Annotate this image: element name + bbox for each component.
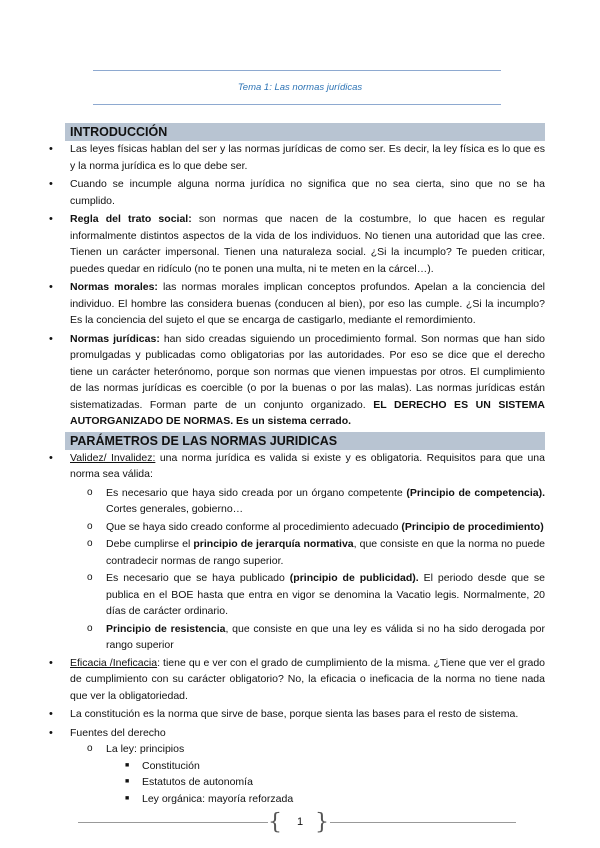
- paragraph-text: las normas morales implican conceptos profundos. Apelan a la conciencia del individuo. El hombre las considera buenas (conducen al bien), por eso las cumple. ¿Si la incumplo? Es la conciencia del sujeto el que se encarga de castigarlo, mediante el remordimiento.: [70, 281, 545, 326]
- bullet-icon: •: [49, 178, 53, 190]
- footer-brace-right: }: [315, 810, 329, 835]
- term-label: Eficacia /Ineficacia: [70, 656, 158, 669]
- bullet-icon: •: [49, 656, 53, 669]
- list-item: [40, 211, 545, 277]
- paragraph-text: La constitución es la norma que sirve de base, porque sienta las bases para el resto de sistema.: [70, 708, 519, 720]
- list-item: [40, 725, 545, 742]
- header-title: Tema 1: Las normas jurídicas: [237, 82, 363, 93]
- circle-bullet-icon: o: [87, 622, 93, 634]
- list-item: [40, 279, 545, 329]
- list-item: [40, 141, 545, 174]
- circle-bullet-icon: o: [87, 486, 93, 498]
- sub-list-item: [40, 485, 545, 518]
- bullet-icon: •: [49, 332, 53, 345]
- paragraph-text: Que se haya sido creado conforme al procedimiento adecuado: [106, 520, 402, 533]
- square-bullet-icon: ■: [125, 778, 130, 785]
- page-number: 1: [296, 816, 304, 828]
- term-label: Validez/ Invalidez:: [70, 451, 156, 464]
- paragraph-text: La ley: principios: [106, 743, 185, 755]
- square-bullet-icon: ■: [125, 761, 130, 769]
- paragraph-text: Fuentes del derecho: [70, 726, 166, 739]
- sub-list-item: [40, 570, 545, 620]
- bullet-icon: •: [49, 143, 53, 155]
- emphasis-text: (principio de publicidad).: [289, 572, 419, 584]
- paragraph-text: Debe cumplirse el: [106, 538, 194, 550]
- circle-bullet-icon: o: [87, 743, 93, 754]
- paragraph-text: Constitución: [142, 759, 200, 772]
- footer-rule-left: [78, 822, 268, 823]
- paragraph-text: El periodo desde que se publica en el BOE hasta que entra en vigor se denomina la Vacatio legis. Normalmente, 20 días de carácter ordinario.: [106, 572, 545, 617]
- circle-bullet-icon: o: [87, 572, 93, 583]
- footer-rule-right: [330, 822, 516, 823]
- sub-sub-list-item: [40, 791, 545, 808]
- bullet-icon: •: [49, 451, 53, 464]
- circle-bullet-icon: o: [87, 520, 93, 532]
- sub-list-item: [40, 519, 545, 536]
- circle-bullet-icon: o: [87, 538, 93, 549]
- sub-sub-list-item: [40, 774, 545, 791]
- paragraph-text: , que consiste en que una ley es válida si no ha sido derogada por rango superior: [106, 622, 545, 651]
- paragraph-text: Cuando se incumple alguna norma jurídica no significa que no sea cierta, sino que no se ha cumplido.: [70, 178, 545, 207]
- list-item: [40, 450, 545, 483]
- square-bullet-icon: ■: [125, 794, 130, 802]
- bullet-icon: •: [49, 281, 53, 293]
- sub-sub-list-item: [40, 758, 545, 775]
- term-label: Normas morales:: [70, 281, 158, 293]
- paragraph-text: Es necesario que se haya publicado: [106, 572, 290, 584]
- emphasis-text: EL DERECHO ES UN SISTEMA AUTORGANIZADO DE NORMAS. Es un sistema cerrado.: [70, 398, 545, 427]
- bullet-icon: •: [49, 708, 53, 720]
- footer-brace-left: {: [268, 810, 282, 835]
- list-item: [40, 655, 545, 705]
- bullet-icon: •: [49, 726, 53, 739]
- list-item: [40, 706, 545, 723]
- bullet-icon: •: [49, 213, 53, 225]
- emphasis-text: (Principio de competencia).: [406, 486, 545, 499]
- sub-list-item: [40, 621, 545, 654]
- paragraph-text: Es necesario que haya sido creada por un órgano competente: [106, 486, 407, 499]
- paragraph-text: Ley orgánica: mayoría reforzada: [142, 792, 294, 805]
- paragraph-text: una norma jurídica es valida si existe y es obligatoria. Requisitos para que una norma sea válida:: [70, 451, 545, 480]
- paragraph-text: Estatutos de autonomía: [142, 776, 253, 788]
- emphasis-text: (Principio de procedimiento): [401, 520, 544, 533]
- emphasis-text: principio de jerarquía normativa: [193, 538, 354, 550]
- list-item: [40, 176, 545, 209]
- sub-list-item: [40, 741, 545, 758]
- paragraph-text: , que consiste en que la norma no puede contradecir normas de rango superior.: [106, 538, 546, 567]
- paragraph-text: Las leyes físicas hablan del ser y las normas jurídicas de como ser. Es decir, la ley física es lo que es y la norma jurídica es lo que debe ser.: [70, 143, 545, 172]
- sub-list-item: [40, 536, 545, 569]
- paragraph-text: Cortes generales, gobierno…: [106, 503, 244, 515]
- document-body: [40, 123, 545, 807]
- section-heading-parametros: PARÁMETROS DE LAS NORMAS JURIDICAS: [65, 432, 545, 450]
- paragraph-text: : tiene qu e ver con el grado de cumplimiento de la misma. ¿Tiene que ver el grado de cumplimiento con su carácter obligatorio? No, la eficacia o ineficacia de la norma no tiene nada que ver la obligatoriedad.: [70, 656, 545, 702]
- emphasis-text: Principio de resistencia: [106, 622, 226, 635]
- section-heading-introduccion: INTRODUCCIÓN: [65, 123, 545, 141]
- term-label: Normas jurídicas:: [70, 332, 160, 345]
- paragraph-text: son normas que nacen de la costumbre, lo que hacen es regular informalmente distintos aspectos de la vida de los individuos. No tienen una autoridad que las cree. Tienen un carácter impersonal. Tienen una naturaleza social. ¿Si la incumplo? Te pueden criticar, puedes quedar en ridículo (no te ponen una multa, ni te meten en la cárcel…).: [70, 213, 545, 275]
- term-label: Regla del trato social:: [70, 213, 192, 225]
- paragraph-text: han sido creadas siguiendo un procedimiento formal. Son normas que han sido promulgadas y publicadas como obligatorias por las autoridades. Por eso se dice que el derecho tiene un carácter heterónomo, porque son normas que vienen impuestas por otros. El cumplimiento de las normas jurídicas es coercible (o por la buenas o por las malas). Las normas jurídicas están sistematizadas. Forman parte de un conjunto organizado.: [70, 332, 545, 411]
- header-rule-bottom: [93, 104, 501, 105]
- list-item: [40, 331, 545, 430]
- header-rule-top: [93, 70, 501, 71]
